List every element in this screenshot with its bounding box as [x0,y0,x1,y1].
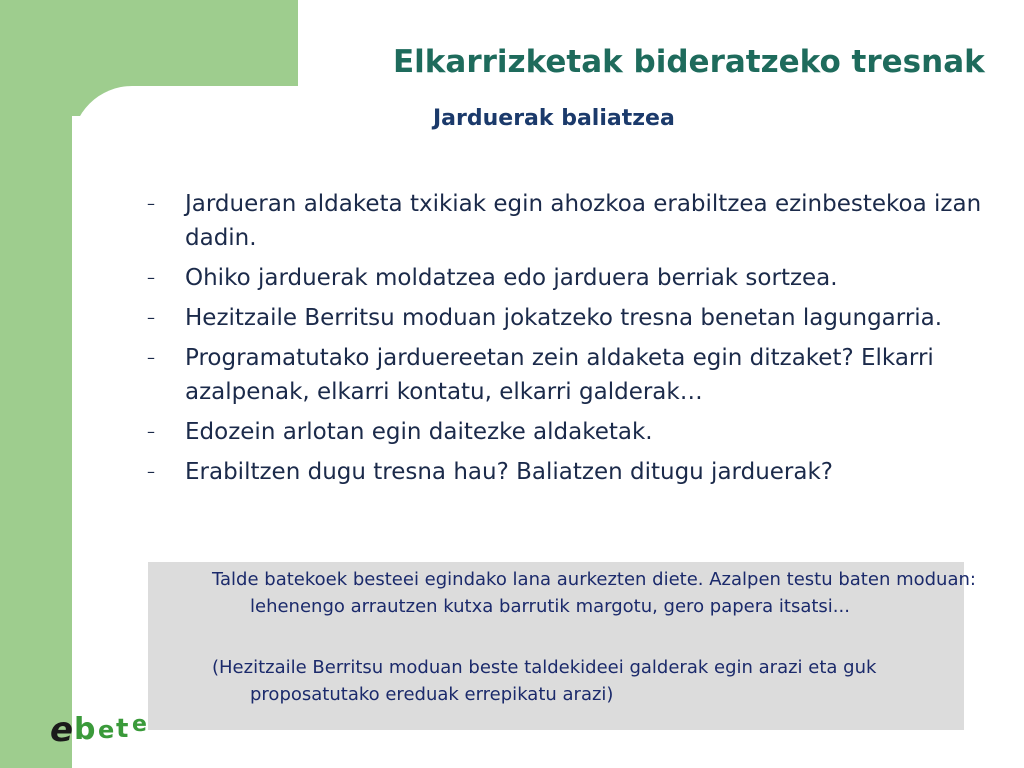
bullet-dash: – [147,194,155,213]
logo-letter: e [132,712,147,737]
bullet-dash: – [147,308,155,327]
logo-letter: b [74,712,96,747]
slide-subtitle: Jarduerak baliatzea [433,106,675,131]
bullet-dash: – [147,422,155,441]
bullet-text: Ohiko jarduerak moldatzea edo jarduera berriak sortzea. [185,265,838,291]
bullet-item [147,341,997,409]
slide-title: Elkarrizketak bideratzeko tresnak [393,44,985,80]
bullet-item [147,301,997,335]
bullet-text: Jardueran aldaketa txikiak egin ahozkoa erabiltzea ezinbestekoa izan dadin. [185,191,982,251]
bullet-text: Programatutako jarduereetan zein aldaketa egin ditzaket? Elkarri azalpenak, elkarri kontatu, elkarri galderak… [185,345,934,405]
bullet-text: Hezitzaile Berritsu moduan jokatzeko tresna benetan lagungarria. [185,305,943,331]
note-paragraph-1: Talde batekoek besteei egindako lana aurkezten diete. Azalpen testu baten moduan: lehenengo arrautzen kutxa barrutik margotu, gero papera itsatsi... [212,569,976,617]
logo-letter: e [98,716,115,744]
note-paragraph-2: (Hezitzaile Berritsu moduan beste taldekideei galderak egin arazi eta guk proposatutako ereduak errepikatu arazi) [212,657,877,705]
bullet-item [147,455,997,489]
logo-letter: t [116,714,129,744]
logo-letter: e [50,710,74,750]
ebete-logo [50,710,150,750]
bullet-dash: – [147,268,155,287]
bullet-item [147,261,997,295]
bullet-text: Edozein arlotan egin daitezke aldaketak. [185,419,653,445]
content-panel-edge [72,116,115,768]
bullet-text: Erabiltzen dugu tresna hau? Baliatzen ditugu jarduerak? [185,459,833,485]
bullet-dash: – [147,348,155,367]
bullet-dash: – [147,462,155,481]
bullet-item [147,187,997,255]
bullet-list [147,187,997,495]
bullet-item [147,415,997,449]
